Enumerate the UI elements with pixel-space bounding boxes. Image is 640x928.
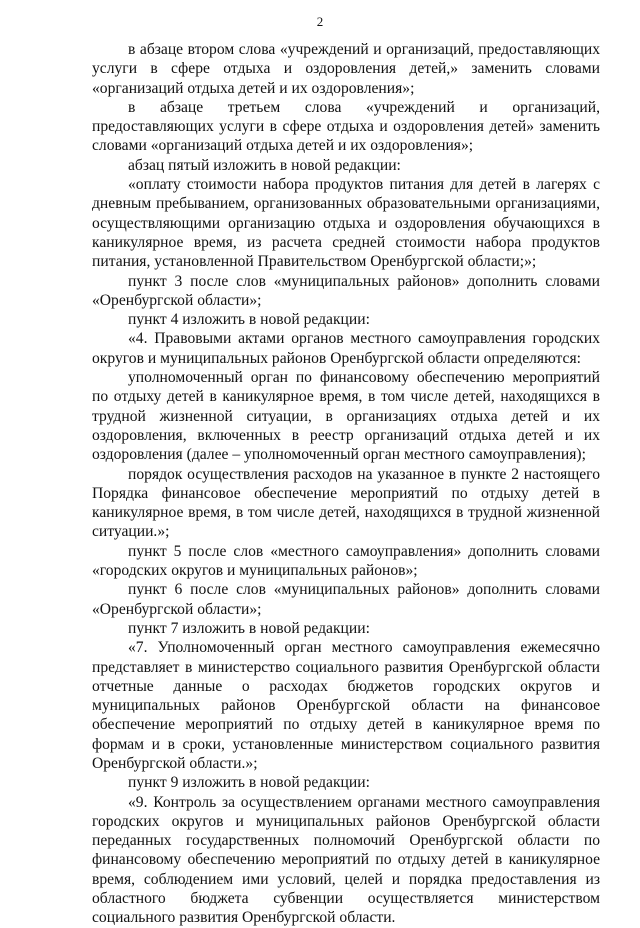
paragraph-10: пункт 5 после слов «местного самоуправления» дополнить словами «городских округов и муниципальных районов»; (92, 542, 600, 580)
paragraph-8: уполномоченный орган по финансовому обеспечению мероприятий по отдыху детей в каникулярное время, в том числе детей, находящихся в трудной жизненной ситуации, в организациях отдыха детей и их оздоровления, включенных в реестр организаций отдыха детей и их оздоровления (далее – уполномоченный орган местного самоуправления); (92, 369, 600, 464)
paragraph-12: пункт 7 изложить в новой редакции: (128, 619, 370, 637)
paragraph-15: «9. Контроль за осуществлением органами местного самоуправления городских округов и муниципальных районов Оренбургской области переданных государственных полномочий Оренбургской области по финансовому обеспечению мероприятий по отдыху детей в каникулярное время, соблюдением ими условий, целей и порядка предоставления из областного бюджета субвенции осуществляется министерством социального развития Оренбургской области. (92, 793, 600, 927)
paragraph-5: пункт 3 после слов «муниципальных районов» дополнить словами «Оренбургской области»; (92, 272, 600, 309)
paragraph-2: в абзаце третьем слова «учреждений и организаций, предоставляющих услуги в сфере отдыха и оздоровления детей» заменить словами «организаций отдыха детей и их оздоровления»; (92, 98, 600, 155)
document-body (92, 40, 600, 928)
paragraph-14: пункт 9 изложить в новой редакции: (128, 774, 370, 792)
page-number: 2 (316, 14, 324, 29)
paragraph-11: пункт 6 после слов «муниципальных районов» дополнить словами «Оренбургской области»; (92, 581, 600, 618)
paragraph-13: «7. Уполномоченный орган местного самоуправления ежемесячно представляет в министерство социального развития Оренбургской области отчетные данные о расходах бюджетов городских округов и муниципальных районов Оренбургской области на финансовое обеспечение мероприятий по отдыху детей в каникулярное время по формам и в сроки, установленные министерством социального развития Оренбургской области.»; (92, 639, 600, 772)
paragraph-7: «4. Правовыми актами органов местного самоуправления городских округов и муниципальных районов Оренбургской области определяются: (92, 330, 600, 367)
paragraph-9: порядок осуществления расходов на указанное в пункте 2 настоящего Порядка финансовое обеспечение мероприятий по отдыху детей в каникулярное время, в том числе детей, находящихся в трудной жизненной ситуации.»; (92, 465, 600, 541)
paragraph-6: пункт 4 изложить в новой редакции: (128, 311, 370, 329)
paragraph-3: абзац пятый изложить в новой редакции: (128, 156, 401, 174)
paragraph-4: «оплату стоимости набора продуктов питания для детей в лагерях с дневным пребыванием, организованных образовательными организациями, осуществляющими организацию отдыха и оздоровления обучающихся в каникулярное время, из расчета средней стоимости набора продуктов питания, установленной Правительством Оренбургской области;»; (92, 176, 600, 271)
paragraph-1: в абзаце втором слова «учреждений и организаций, предоставляющих услуги в сфере отдыха и оздоровления детей,» заменить словами «организаций отдыха детей и их оздоровления»; (92, 41, 600, 97)
